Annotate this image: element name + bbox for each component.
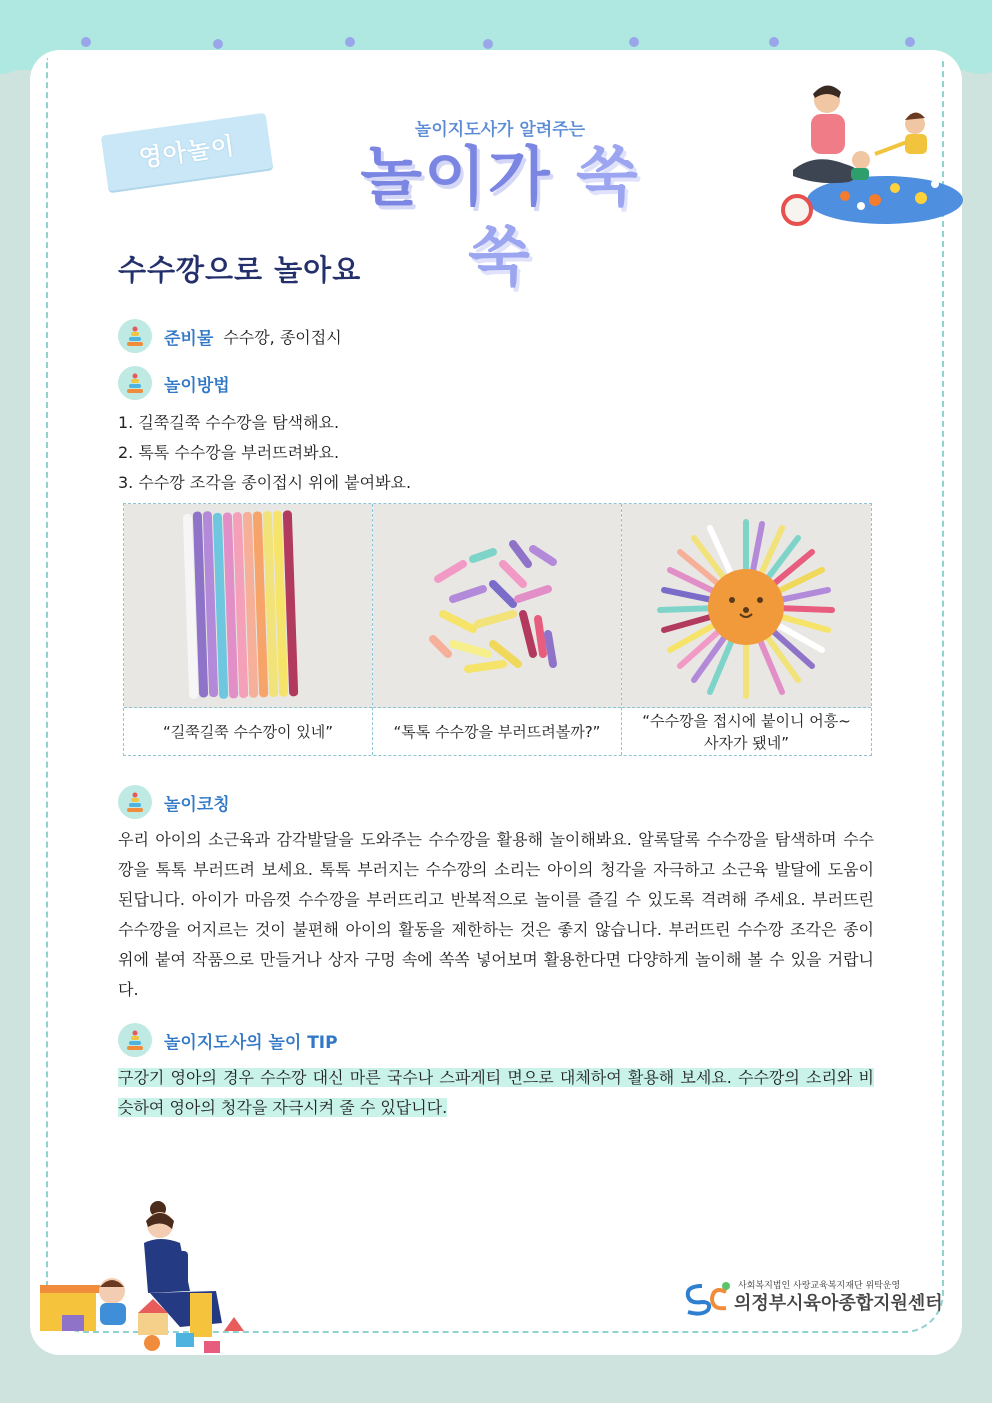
method-steps (118, 408, 411, 498)
header-title-part2: 쑥쑥 (468, 141, 640, 295)
stacking-rings-icon (118, 785, 152, 819)
photo-caption-line: “수수깡을 접시에 붙이니 어흥~ (642, 711, 851, 730)
coaching-label: 놀이코칭 (164, 794, 230, 815)
stacking-rings-icon (118, 366, 152, 400)
family-play-illustration (775, 72, 965, 232)
method-step: 3. 수수깡 조각을 종이접시 위에 붙여봐요. (118, 473, 412, 492)
materials-items: 수수깡, 종이접시 (223, 327, 342, 347)
stacking-rings-icon (118, 319, 152, 353)
section-method (118, 365, 230, 401)
lion-plate-photo (622, 504, 871, 708)
tip-text (118, 1063, 874, 1123)
section-coaching (118, 784, 230, 820)
long-straws-photo (124, 504, 372, 708)
method-step: 1. 길쭉길쭉 수수깡을 탐색해요. (118, 413, 340, 432)
photo-cell (124, 504, 373, 755)
coaching-text: 우리 아이의 소근육과 감각발달을 도와주는 수수깡을 활용해 놀이해봐요. 알록달록 수수깡을 탐색하며 수수깡을 톡톡 부러뜨려 보세요. 톡톡 부러지는 수수깡의 소리는 아이의 청각을 자극하고 소근육 발달에 도움이 된답니다. 아이가 마음껏 수수깡을 부러뜨리고 반복적으로 놀이를 즐길 수 있도록 격려해 주세요. 부러뜨린 수수깡을 어지르는 것이 불편해 아이의 활동을 제한하는 것은 좋지 않습니다. 부러뜨린 수수깡 조각은 종이 위에 붙여 작품으로 만들거나 상자 구멍 속에 쏙쏙 넣어보며 활용한다면 다양하게 놀이해 볼 수 있을 거랍니다. (118, 830, 874, 999)
method-label: 놀이방법 (164, 375, 230, 396)
materials-label: 준비물 (164, 328, 214, 349)
photo-caption (622, 708, 871, 755)
org-name: 의정부시육아종합지원센터 (734, 1293, 943, 1314)
photo-cell (622, 504, 871, 755)
photo-caption: “톡톡 수수깡을 부러뜨려볼까?” (393, 722, 601, 741)
header-title-part1: 놀이가 (360, 141, 552, 215)
photo-caption: “길쭉길쭉 수수깡이 있네” (163, 722, 333, 741)
mother-baby-illustration (40, 1195, 250, 1365)
tip-text-highlight: 구강기 영아의 경우 수수깡 대신 마른 국수나 스파게티 면으로 대체하여 활용해 보세요. 수수깡의 소리와 비슷하여 영아의 청각을 자극시켜 줄 수 있답니다. (118, 1068, 874, 1117)
header-title (330, 138, 670, 298)
org-operator: 사회복지법인 사랑교육복지재단 위탁운영 (738, 1281, 901, 1291)
header-subtitle: 놀이지도사가 알려주는 (414, 120, 586, 140)
stacking-rings-icon (118, 1023, 152, 1057)
photo-cell (373, 504, 622, 755)
method-step: 2. 톡톡 수수깡을 부러뜨려봐요. (118, 443, 340, 462)
broken-straws-photo (373, 504, 621, 708)
section-materials (118, 318, 342, 354)
photo-table (123, 503, 872, 756)
document-title: 수수깡으로 놀아요 (118, 253, 362, 287)
photo-caption-line: 사자가 됐네” (704, 733, 789, 752)
center-logo (682, 1278, 943, 1318)
category-badge-label: 영아놀이 (137, 131, 237, 173)
section-tip (118, 1022, 338, 1058)
tip-label: 놀이지도사의 놀이 TIP (164, 1032, 338, 1053)
center-logo-icon (682, 1278, 734, 1318)
